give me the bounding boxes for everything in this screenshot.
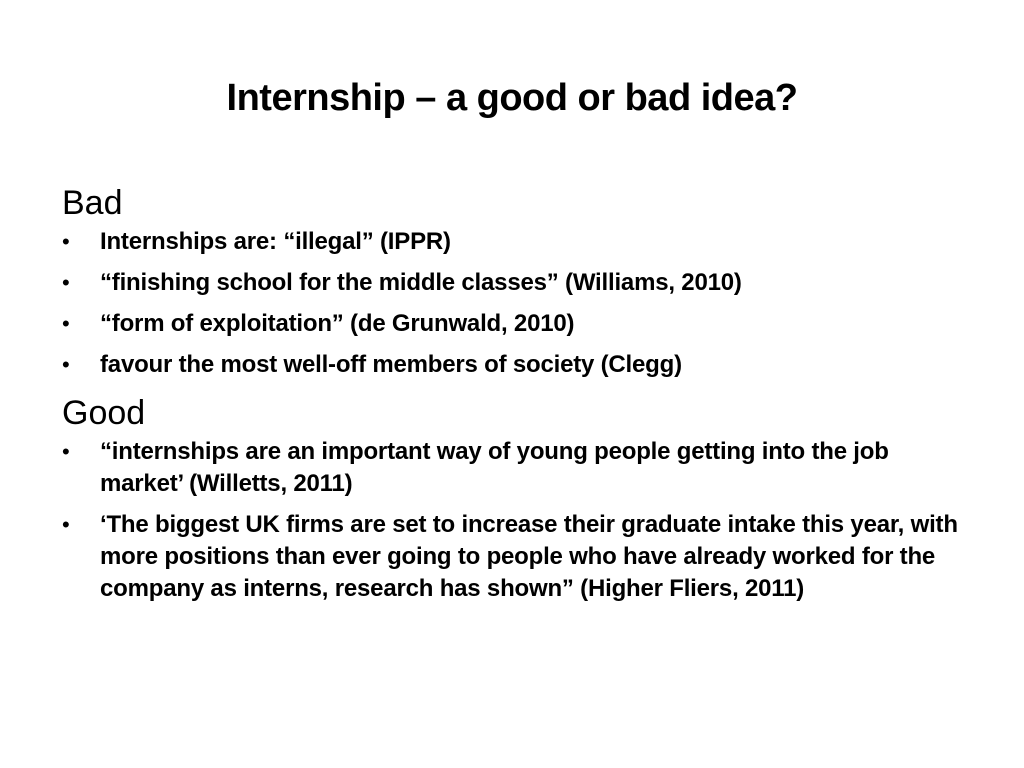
good-bullet-list bbox=[62, 436, 962, 605]
bullet-text: “form of exploitation” (de Grunwald, 2010) bbox=[100, 310, 575, 337]
bullet-dot-icon: • bbox=[62, 439, 70, 464]
bullet-text: favour the most well-off members of society (Clegg) bbox=[100, 351, 682, 378]
bullet-dot-icon: • bbox=[62, 229, 70, 254]
bullet-text: Internships are: “illegal” (IPPR) bbox=[100, 228, 451, 255]
bullet-dot-icon: • bbox=[62, 311, 70, 336]
bad-bullet-item bbox=[62, 267, 962, 299]
good-bullet-item bbox=[62, 509, 962, 605]
slide-content bbox=[62, 180, 962, 614]
bad-bullet-item bbox=[62, 226, 962, 258]
bullet-text: “internships are an important way of young people getting into the job market’ (Willetts, 2011) bbox=[100, 438, 889, 497]
bullet-dot-icon: • bbox=[62, 270, 70, 295]
bullet-text: ‘The biggest UK firms are set to increase their graduate intake this year, with more positions than ever going to people who have already worked for the company as interns, research has shown” (Higher Fliers, 2011) bbox=[100, 511, 958, 602]
bad-bullet-list bbox=[62, 226, 962, 381]
section-heading-bad: Bad bbox=[62, 184, 123, 222]
good-bullet-item bbox=[62, 436, 962, 500]
bullet-dot-icon: • bbox=[62, 512, 70, 537]
bullet-text: “finishing school for the middle classes” (Williams, 2010) bbox=[100, 269, 742, 296]
section-heading-good: Good bbox=[62, 394, 146, 432]
bullet-dot-icon: • bbox=[62, 352, 70, 377]
bad-bullet-item bbox=[62, 308, 962, 340]
slide-title: Internship – a good or bad idea? bbox=[226, 77, 798, 119]
bad-bullet-item bbox=[62, 349, 962, 381]
